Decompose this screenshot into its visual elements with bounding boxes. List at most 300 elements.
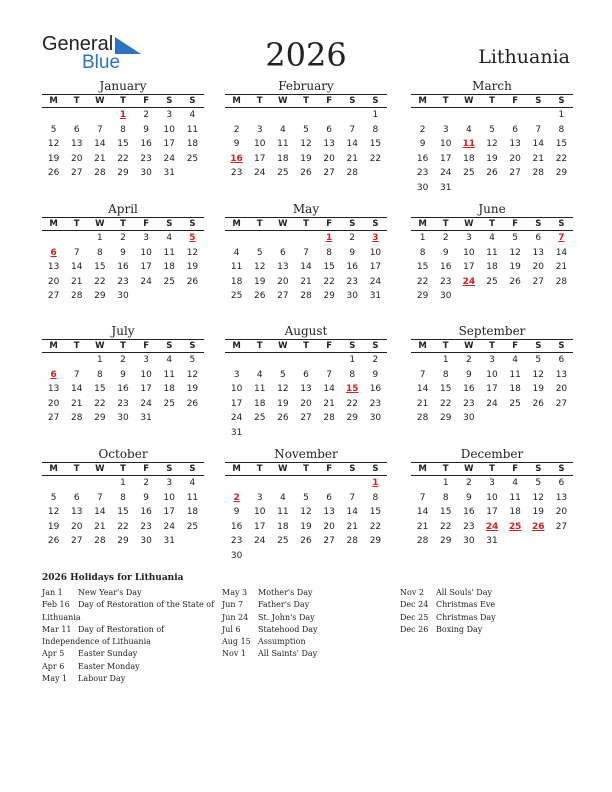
weekday-header	[411, 462, 573, 476]
weekday-label: S	[189, 341, 196, 351]
day-cell: 25	[463, 168, 475, 178]
day-cell: 8	[372, 492, 379, 503]
holiday-name: Day of Restoration of	[78, 624, 165, 634]
day-cell: 27	[555, 521, 568, 532]
day-cell: 19	[532, 507, 544, 517]
empty-cell	[65, 231, 88, 246]
weekday-label: W	[278, 96, 288, 106]
holidays-title: 2026 Holidays for Lithuania	[42, 573, 184, 583]
day-cell: 25	[277, 168, 289, 178]
day-cell: 7	[73, 369, 80, 380]
day-cell: 23	[117, 398, 129, 409]
month-january	[42, 78, 204, 181]
day-grid	[42, 231, 204, 304]
day-cell: 20	[555, 507, 568, 517]
day-cell: 16	[140, 507, 152, 517]
weekday-label: T	[303, 96, 309, 106]
holiday-date: Jun 7	[222, 600, 244, 610]
weekday-label: S	[535, 341, 542, 351]
day-cell: 22	[323, 276, 335, 287]
day-cell: 6	[535, 233, 542, 243]
weekday-label: T	[256, 219, 263, 229]
day-cell: 24	[140, 276, 152, 287]
holiday-entry	[222, 599, 318, 611]
weekday-label: T	[442, 464, 449, 474]
holiday-name-continuation: Lithuania	[42, 612, 81, 622]
day-cell: 6	[326, 124, 332, 135]
day-cell: 7	[96, 124, 103, 135]
day-cell: 30	[140, 536, 152, 546]
weekday-label: T	[120, 341, 126, 351]
day-cell: 22	[369, 521, 382, 532]
day-cell: 23	[416, 168, 429, 178]
month-title: March	[472, 79, 512, 93]
day-cell: 3	[465, 233, 472, 243]
day-cell: 26	[532, 398, 544, 409]
day-cell: 31	[163, 536, 175, 546]
day-cell: 4	[279, 124, 286, 135]
day-cell: 29	[555, 168, 568, 178]
day-cell: 27	[70, 536, 83, 546]
day-cell: 10	[163, 124, 175, 135]
month-august	[225, 323, 387, 440]
empty-cell	[318, 476, 341, 491]
day-cell: 16	[117, 384, 129, 394]
day-cell: 28	[94, 168, 106, 178]
weekday-label: F	[143, 464, 150, 474]
day-cell: 26	[486, 168, 498, 178]
day-cell: 2	[465, 355, 472, 365]
weekday-label: F	[512, 341, 519, 351]
day-cell: 20	[323, 153, 335, 164]
day-cell: 19	[486, 153, 498, 164]
weekday-label: W	[278, 341, 288, 351]
day-cell: 14	[300, 262, 312, 272]
day-cell: 13	[323, 139, 335, 149]
day-cell: 12	[532, 492, 544, 503]
day-cell: 9	[233, 139, 240, 149]
weekday-label: S	[166, 341, 173, 351]
day-cell: 15	[323, 262, 335, 272]
weekday-label: T	[256, 464, 263, 474]
calendar-year: 2026	[265, 36, 347, 74]
day-cell: 17	[463, 262, 475, 272]
day-cell: 7	[326, 369, 332, 380]
day-cell: 14	[70, 384, 83, 394]
day-grid	[42, 108, 204, 181]
day-cell: 20	[509, 153, 521, 164]
day-cell: 19	[253, 276, 266, 287]
day-cell: 27	[323, 168, 335, 178]
day-cell: 20	[47, 398, 60, 409]
day-cell: 28	[346, 536, 358, 546]
day-cell: 7	[303, 247, 309, 258]
day-cell: 12	[186, 247, 199, 258]
day-cell: 10	[369, 247, 382, 258]
day-cell: 22	[439, 398, 452, 409]
holiday-entry	[400, 624, 496, 636]
holiday-day-cell: 6	[50, 369, 57, 380]
weekday-label: M	[49, 96, 58, 106]
day-cell: 11	[230, 262, 243, 272]
day-grid	[411, 353, 573, 426]
day-cell: 27	[323, 536, 335, 546]
empty-cell	[225, 476, 248, 491]
day-cell: 9	[120, 247, 126, 258]
empty-cell	[248, 231, 271, 246]
day-cell: 7	[349, 124, 356, 135]
day-cell: 2	[233, 124, 240, 135]
day-cell: 26	[186, 398, 199, 409]
day-cell: 9	[465, 492, 472, 503]
day-cell: 16	[369, 384, 382, 394]
day-cell: 24	[439, 168, 452, 178]
day-cell: 25	[186, 521, 199, 532]
day-cell: 7	[419, 369, 426, 380]
weekday-label: S	[535, 96, 542, 106]
day-cell: 8	[96, 369, 103, 380]
day-cell: 6	[73, 492, 80, 503]
day-cell: 30	[416, 182, 429, 193]
day-cell: 26	[186, 276, 199, 287]
weekday-label: T	[120, 464, 126, 474]
day-cell: 10	[439, 139, 452, 149]
weekday-label: F	[512, 96, 519, 106]
day-cell: 3	[143, 355, 149, 365]
day-cell: 11	[486, 247, 498, 258]
weekday-label: T	[256, 96, 263, 106]
day-cell: 15	[369, 507, 382, 517]
weekday-label: W	[95, 96, 105, 106]
day-cell: 30	[463, 413, 475, 423]
weekday-label: F	[326, 341, 333, 351]
day-cell: 4	[189, 110, 196, 120]
day-cell: 11	[163, 247, 175, 258]
empty-cell	[42, 476, 65, 491]
day-cell: 2	[143, 478, 149, 488]
weekday-label: W	[278, 464, 288, 474]
weekday-label: T	[73, 341, 80, 351]
empty-cell	[434, 108, 457, 123]
holiday-date: Dec 25	[400, 612, 429, 622]
day-cell: 10	[253, 507, 266, 517]
day-cell: 16	[463, 507, 475, 517]
day-cell: 23	[346, 276, 358, 287]
holiday-day-cell: 24	[485, 521, 499, 532]
day-cell: 1	[372, 110, 379, 120]
weekday-header	[411, 339, 573, 353]
day-cell: 15	[555, 139, 568, 149]
month-title: April	[108, 202, 138, 216]
day-cell: 3	[256, 492, 263, 503]
day-cell: 22	[117, 521, 129, 532]
day-cell: 9	[442, 247, 449, 258]
weekday-label: S	[372, 341, 379, 351]
day-cell: 2	[419, 124, 426, 135]
day-cell: 18	[253, 398, 266, 409]
empty-cell	[88, 108, 111, 123]
empty-cell	[225, 108, 248, 123]
empty-cell	[248, 108, 271, 123]
day-cell: 4	[189, 478, 196, 488]
day-cell: 5	[303, 492, 309, 503]
holiday-column	[400, 587, 496, 636]
day-cell: 17	[369, 262, 382, 272]
day-cell: 8	[120, 492, 126, 503]
day-cell: 27	[532, 276, 544, 287]
weekday-label: T	[73, 219, 80, 229]
holiday-name: Boxing Day	[436, 624, 483, 634]
empty-cell	[42, 353, 65, 368]
day-cell: 23	[463, 398, 475, 409]
day-cell: 6	[326, 492, 332, 503]
weekday-label: S	[349, 219, 356, 229]
day-cell: 8	[96, 247, 103, 258]
weekday-header	[42, 217, 204, 231]
day-cell: 9	[143, 492, 149, 503]
day-cell: 19	[186, 262, 199, 272]
day-cell: 2	[465, 478, 472, 488]
weekday-label: F	[512, 464, 519, 474]
empty-cell	[65, 476, 88, 491]
day-cell: 23	[230, 536, 243, 546]
weekday-label: S	[372, 96, 379, 106]
holiday-name-continuation: Independence of Lithuania	[42, 637, 151, 647]
day-cell: 21	[532, 153, 544, 164]
day-cell: 24	[230, 413, 243, 423]
holiday-day-cell: 3	[372, 233, 379, 243]
month-title: July	[111, 324, 135, 338]
day-cell: 25	[277, 536, 289, 546]
day-cell: 26	[253, 291, 266, 301]
day-cell: 5	[50, 124, 57, 135]
holiday-date: Mar 11	[42, 624, 72, 634]
holiday-date: May 3	[222, 588, 248, 597]
weekday-label: T	[256, 341, 263, 351]
day-cell: 18	[163, 384, 175, 394]
day-cell: 28	[532, 168, 544, 178]
weekday-label: M	[232, 219, 241, 229]
day-cell: 27	[277, 291, 289, 301]
holiday-entry	[222, 612, 318, 624]
day-cell: 18	[186, 139, 199, 149]
day-cell: 1	[558, 110, 565, 120]
day-grid	[225, 476, 387, 563]
day-cell: 23	[117, 276, 129, 287]
day-cell: 21	[416, 521, 429, 532]
day-cell: 14	[416, 507, 429, 517]
weekday-label: T	[442, 219, 449, 229]
day-cell: 8	[326, 247, 332, 258]
weekday-label: F	[326, 96, 333, 106]
day-cell: 5	[535, 478, 542, 488]
day-cell: 31	[486, 536, 498, 546]
day-cell: 7	[419, 492, 426, 503]
day-cell: 29	[369, 536, 382, 546]
weekday-label: T	[73, 464, 80, 474]
day-cell: 16	[140, 139, 152, 149]
day-cell: 21	[555, 262, 568, 272]
day-cell: 29	[117, 168, 129, 178]
day-cell: 24	[486, 398, 498, 409]
holiday-day-cell: 5	[189, 233, 196, 243]
day-cell: 28	[416, 536, 429, 546]
weekday-label: S	[558, 219, 565, 229]
day-cell: 27	[300, 413, 312, 423]
day-cell: 24	[163, 153, 175, 164]
day-cell: 27	[47, 291, 60, 301]
holiday-entry	[400, 599, 496, 611]
day-cell: 2	[143, 110, 149, 120]
month-october	[42, 446, 204, 549]
day-cell: 25	[253, 413, 266, 423]
day-grid	[225, 231, 387, 304]
holiday-entry	[222, 624, 318, 636]
day-cell: 28	[300, 291, 312, 301]
holiday-day-cell: 26	[532, 521, 545, 532]
day-cell: 18	[186, 507, 199, 517]
day-cell: 5	[489, 124, 495, 135]
day-cell: 15	[117, 139, 129, 149]
day-cell: 29	[439, 413, 452, 423]
weekday-label: W	[464, 464, 474, 474]
empty-cell	[411, 108, 434, 123]
day-cell: 17	[140, 262, 152, 272]
day-cell: 21	[70, 276, 83, 287]
day-cell: 19	[300, 153, 312, 164]
day-cell: 13	[555, 492, 568, 503]
day-cell: 13	[323, 507, 335, 517]
day-cell: 10	[253, 139, 266, 149]
empty-cell	[271, 108, 294, 123]
day-cell: 4	[256, 369, 263, 380]
day-cell: 16	[346, 262, 358, 272]
day-cell: 28	[70, 413, 83, 423]
weekday-label: M	[418, 219, 427, 229]
day-grid	[42, 353, 204, 426]
day-cell: 3	[256, 124, 263, 135]
empty-cell	[88, 476, 111, 491]
day-cell: 10	[463, 247, 475, 258]
day-cell: 11	[163, 369, 175, 380]
day-cell: 20	[47, 276, 60, 287]
day-cell: 18	[509, 384, 521, 394]
day-cell: 30	[369, 413, 382, 423]
day-cell: 17	[253, 521, 266, 532]
holiday-entry	[42, 648, 214, 660]
weekday-label: S	[558, 341, 565, 351]
holiday-name: All Saints' Day	[258, 649, 318, 659]
day-cell: 23	[463, 521, 475, 532]
empty-cell	[504, 108, 527, 123]
day-cell: 29	[346, 413, 358, 423]
day-cell: 20	[70, 521, 83, 532]
weekday-label: F	[143, 219, 150, 229]
weekday-header	[42, 94, 204, 108]
day-cell: 25	[509, 398, 521, 409]
day-cell: 25	[230, 291, 243, 301]
day-cell: 30	[463, 536, 475, 546]
holiday-entry	[222, 648, 318, 660]
weekday-label: T	[442, 96, 449, 106]
empty-cell	[294, 353, 317, 368]
day-cell: 26	[47, 168, 60, 178]
weekday-header	[411, 94, 573, 108]
weekday-label: T	[73, 96, 80, 106]
day-cell: 12	[47, 507, 60, 517]
day-cell: 7	[535, 124, 542, 135]
day-cell: 29	[94, 291, 106, 301]
weekday-header	[225, 339, 387, 353]
month-title: May	[292, 202, 320, 216]
day-cell: 10	[230, 384, 243, 394]
weekday-label: T	[120, 96, 126, 106]
day-cell: 15	[416, 262, 429, 272]
month-september	[411, 323, 573, 426]
empty-cell	[271, 231, 294, 246]
holiday-name: All Souls' Day	[436, 588, 492, 597]
day-cell: 8	[419, 247, 426, 258]
day-cell: 12	[532, 369, 544, 380]
day-cell: 6	[73, 124, 80, 135]
holiday-entry	[42, 599, 214, 611]
day-cell: 6	[512, 124, 518, 135]
day-cell: 28	[346, 168, 358, 178]
day-cell: 11	[277, 139, 289, 149]
holiday-date: Dec 26	[400, 624, 429, 634]
day-cell: 28	[323, 413, 335, 423]
day-cell: 5	[189, 355, 196, 365]
weekday-header	[42, 462, 204, 476]
holiday-name: St. John's Day	[258, 612, 315, 622]
day-grid	[225, 353, 387, 440]
weekday-header	[42, 339, 204, 353]
day-cell: 3	[166, 110, 173, 120]
weekday-label: F	[326, 464, 333, 474]
empty-cell	[294, 108, 317, 123]
weekday-label: S	[535, 464, 542, 474]
month-may	[225, 201, 387, 304]
day-cell: 22	[555, 153, 568, 164]
day-cell: 14	[416, 384, 429, 394]
day-cell: 11	[509, 369, 521, 380]
day-cell: 3	[489, 355, 495, 365]
holiday-column	[42, 587, 214, 685]
day-cell: 1	[96, 355, 103, 365]
day-cell: 22	[369, 153, 382, 164]
weekday-label: M	[49, 341, 58, 351]
holiday-day-cell: 1	[119, 110, 127, 120]
day-cell: 19	[47, 153, 60, 164]
day-cell: 12	[277, 384, 289, 394]
empty-cell	[225, 231, 248, 246]
month-title: February	[278, 79, 334, 93]
day-cell: 18	[277, 521, 289, 532]
holiday-entry	[400, 587, 496, 599]
holiday-entry	[42, 624, 214, 636]
day-cell: 17	[486, 507, 498, 517]
holiday-day-cell: 1	[326, 233, 333, 243]
day-cell: 30	[346, 291, 358, 301]
empty-cell	[271, 476, 294, 491]
day-cell: 31	[439, 182, 452, 193]
day-cell: 2	[349, 233, 356, 243]
day-cell: 16	[416, 153, 429, 164]
day-cell: 13	[509, 139, 521, 149]
day-cell: 25	[486, 276, 498, 287]
logo-text-blue: Blue	[82, 52, 121, 73]
day-cell: 15	[117, 507, 129, 517]
